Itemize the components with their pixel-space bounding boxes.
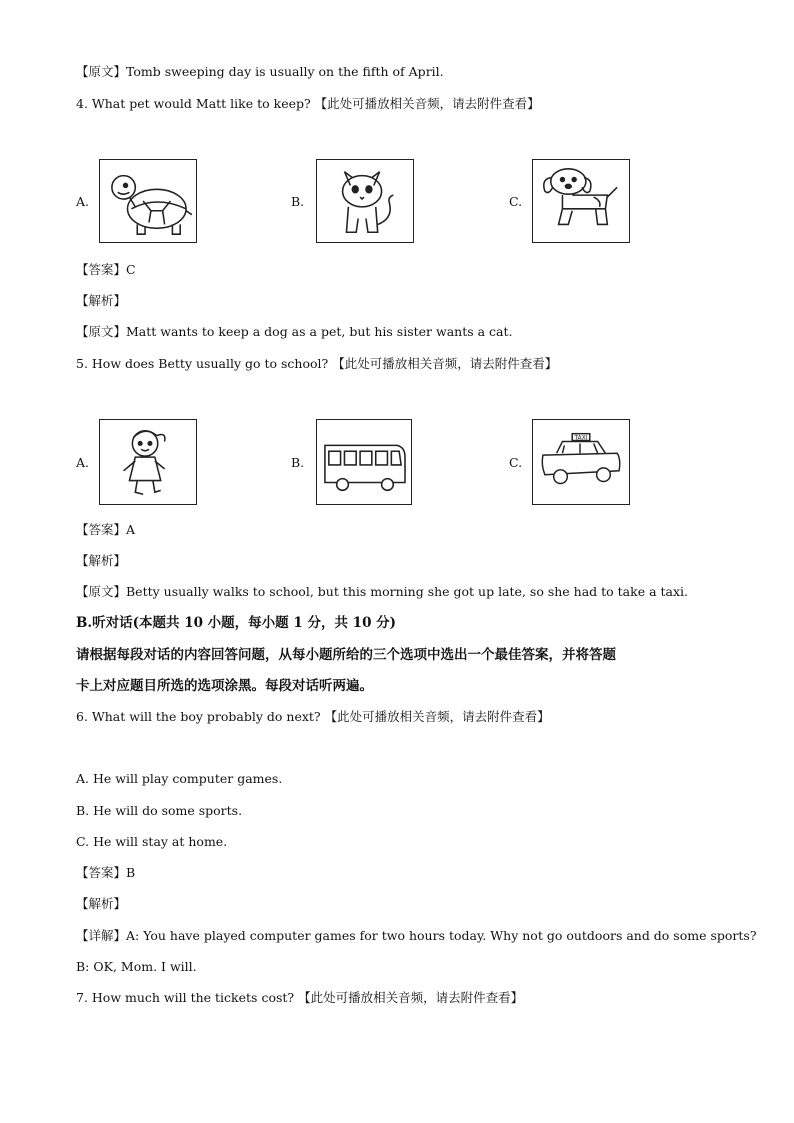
bus-icon	[317, 420, 411, 504]
question-4: 4. What pet would Matt like to keep? 【此处可播放相关音频，请去附件查看】	[76, 96, 540, 111]
question-6: 6. What will the boy probably do next? 【此处可播放相关音频，请去附件查看】	[76, 709, 550, 724]
q5-option-c-image	[532, 419, 630, 505]
q5-option-c-label: C.	[509, 455, 523, 470]
section-b-heading: B.听对话(本题共 10 小题，每小题 1 分，共 10 分)	[76, 615, 397, 631]
taxi-icon	[533, 420, 629, 504]
turtle-icon	[100, 160, 196, 242]
q6-option-b: B. He will do some sports.	[76, 803, 243, 818]
analysis-5: 【解析】	[76, 553, 127, 568]
detail-6-line-1: 【详解】A: You have played computer games for two hours today. Why not go outdoors and do some sports?	[76, 928, 757, 943]
cat-icon	[317, 160, 413, 242]
answer-4: 【答案】C	[76, 262, 136, 277]
q4-option-b-image	[316, 159, 414, 243]
question-5: 5. How does Betty usually go to school? 【此处可播放相关音频，请去附件查看】	[76, 356, 558, 371]
question-7: 7. How much will the tickets cost? 【此处可播放相关音频，请去附件查看】	[76, 990, 524, 1005]
analysis-6: 【解析】	[76, 896, 127, 911]
q4-option-c-image	[532, 159, 630, 243]
q5-option-b-image	[316, 419, 412, 505]
original-text-4: 【原文】Matt wants to keep a dog as a pet, but his sister wants a cat.	[76, 324, 513, 339]
walking-girl-icon	[100, 420, 196, 504]
section-b-instruction-2: 卡上对应题目所选的选项涂黑。每段对话听两遍。	[76, 678, 373, 694]
dog-icon	[533, 160, 629, 242]
q4-option-c-label: C.	[509, 194, 523, 209]
q4-option-a-label: A.	[76, 194, 90, 209]
q4-option-a-image	[99, 159, 197, 243]
q6-option-a: A. He will play computer games.	[76, 771, 283, 786]
original-text-tomb: 【原文】Tomb sweeping day is usually on the fifth of April.	[76, 64, 444, 79]
section-b-instruction-1: 请根据每段对话的内容回答问题，从每小题所给的三个选项中选出一个最佳答案，并将答题	[76, 647, 616, 663]
q5-option-a-label: A.	[76, 455, 90, 470]
answer-5: 【答案】A	[76, 522, 136, 537]
analysis-4: 【解析】	[76, 293, 127, 308]
answer-6: 【答案】B	[76, 865, 136, 880]
detail-6-line-2: B: OK, Mom. I will.	[76, 959, 197, 974]
q5-option-a-image	[99, 419, 197, 505]
original-text-5: 【原文】Betty usually walks to school, but this morning she got up late, so she had to take a taxi.	[76, 584, 688, 599]
q4-option-b-label: B.	[291, 194, 305, 209]
q6-option-c: C. He will stay at home.	[76, 834, 228, 849]
taxi-sign-text: TAXI	[574, 435, 588, 442]
q5-option-b-label: B.	[291, 455, 305, 470]
